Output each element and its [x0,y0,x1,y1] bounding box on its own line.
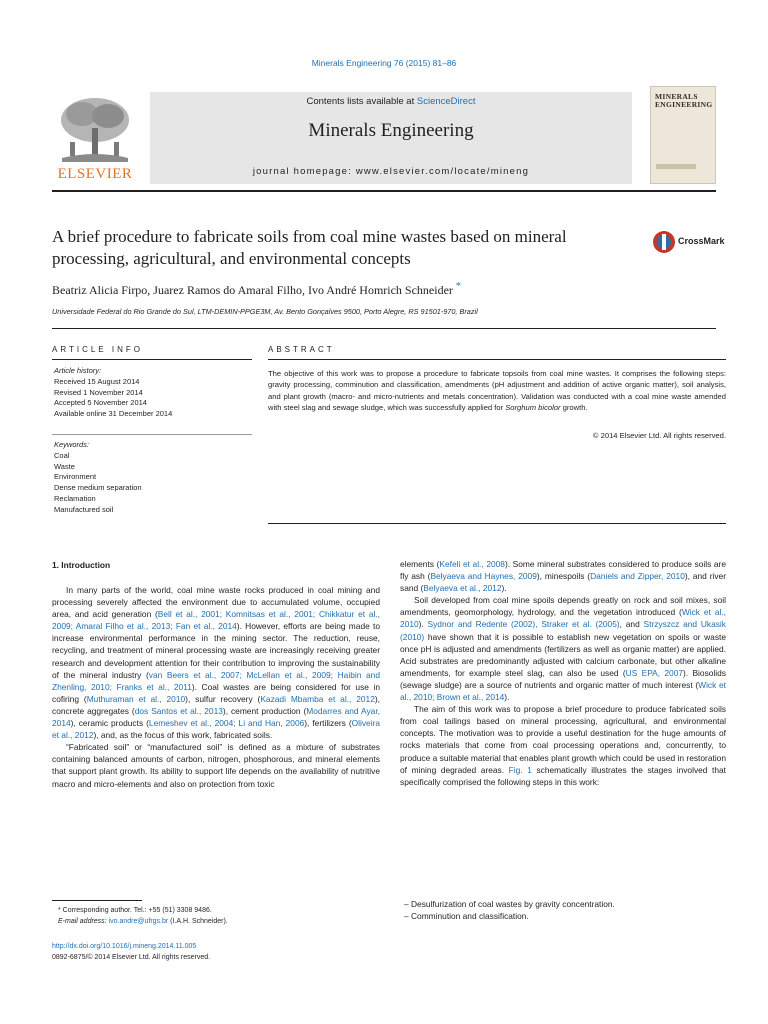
citation-link[interactable]: Bell et al., 2001; Komnitsas et al., 2001; Chikkatur et al., 2009; Amaral Filho et al., 2013; Fan et al., 2014 [52,609,380,632]
text: , and [619,619,644,630]
text: have shown that it is possible to establish new vegetation on spoils or waste once pH is adjusted and amendments (fertilizers as well as organic matter) are applied. Acid substrates are predominantly adjusted with calcium carbonate, but other alkaline amendments, for example steel slag, can also be used ( [400,631,726,678]
article-info-heading: ARTICLE INFO [52,345,143,354]
citation-link[interactable]: Sydnor and Redente (2002), Straker et al. (2005) [427,619,620,630]
paragraph [52,584,380,741]
citation-link[interactable]: van Beers et al., 2007; McLellan et al., 2009; Haibin and Zhenling, 2010; Franks et al., 2011 [52,669,380,692]
contents-prefix: Contents lists available at [306,96,417,107]
issn-line: 0892-6875/© 2014 Elsevier Ltd. All rights reserved. [52,953,211,961]
journal-cover-thumbnail[interactable] [650,86,716,184]
keyword-item: Reclamation [54,493,96,503]
text: ). Biosolids (sewage sludge) are a source of nutrients and organic matter of much interest ( [400,667,726,690]
citation-link[interactable]: Lemeshev et al., 2004; Li and Han, 2006 [148,718,305,729]
crossmark-badge[interactable] [652,230,724,254]
email-note [58,917,378,928]
crossmark-icon [652,230,676,254]
keyword-item: Coal [54,450,70,460]
text: ), and, as the focus of this work, fabricated soils. [93,730,273,741]
contents-available-line [150,96,632,107]
text: Soil developed from coal mine spoils depends greatly on rock and soil mixes, soil amendments, geomorphology, hydrology, and the vegetation introduced ( [400,595,726,618]
footnote [58,906,378,927]
article-title: A brief procedure to fabricate soils from coal mine wastes based on mineral processing, agricultural, and environmental concepts [52,227,567,268]
history-label: Article history: [54,366,102,375]
keyword-item: Dense medium separation [54,483,142,493]
citation-link[interactable]: Modarres and Ayar, 2014 [52,705,380,729]
email-label: E-mail address: [58,917,109,925]
citation-link[interactable]: Strzyszcz and Ukasik (2010) [400,619,726,642]
keyword-item: Manufactured soil [54,504,114,514]
corresponding-author-note [58,906,378,917]
paragraph [400,558,726,594]
citation-link[interactable]: Belyaeva and Haynes, 2009 [430,571,537,582]
abstract-copyright: © 2014 Elsevier Ltd. All rights reserved. [592,431,726,440]
right-column [400,558,726,788]
text: ). [418,619,428,630]
journal-reference[interactable]: Minerals Engineering 76 (2015) 81–86 [311,58,457,68]
keywords-label: Keywords: [54,440,90,449]
list-item: – Comminution and classification. [404,911,529,922]
text: ), sulfur recovery ( [185,693,261,704]
citation-link[interactable]: Daniels and Zipper, 2010 [590,571,685,582]
text: ), fertilizers ( [304,718,352,729]
keyword-item: Environment [54,472,97,482]
abstract-rule [268,359,726,360]
text: The aim of this work was to propose a brief procedure to produce fabricated soils from coal tailings based on mineral processing, agricultural, and environmental concepts. The motivation was to provide a useful destination for the huge amounts of rocks materials that come from coal processing operations and, concurrently, to produce a suitable material that enables plant growth which could be used in restoration of mining degraded areas. [400,704,726,775]
corresponding-author-mark[interactable]: * [455,281,461,292]
authors-text: Beatriz Alicia Firpo, Juarez Ramos do Amaral Filho, Ivo André Homrich Schneider [52,283,453,297]
text: ), minespoils ( [536,571,591,582]
keywords-list [54,440,250,516]
section-heading: 1. Introduction [52,560,111,570]
text: ). Coal wastes are being considered for use in cofiring ( [52,681,380,704]
figure-link[interactable]: Fig. 1 [508,764,532,775]
affiliation: Universidade Federal do Rio Grande do Sul, LTM-DEMIN-PPGE3M, Av. Bento Gonçalves 9500, Porto Alegre, RS 91501-970, Brazil [52,307,478,316]
cover-title: MINERALS ENGINEERING [655,92,713,109]
affiliation-rule [52,328,716,329]
text: elements ( [400,559,440,569]
text: ), concrete aggregates ( [52,693,380,716]
doi-link[interactable]: http://dx.doi.org/10.1016/j.mineng.2014.11.005 [52,943,197,950]
text: ), cement production ( [222,705,307,716]
left-column [52,584,380,790]
cover-decoration [656,164,696,169]
history-accepted: Accepted 5 November 2014 [54,398,147,408]
elsevier-wordmark: ELSEVIER [57,166,133,182]
abstract-text [268,368,726,413]
abstract-bottom-rule [268,523,726,524]
journal-name: Minerals Engineering [308,120,474,141]
text: (I.A.H. Schneider). [168,917,228,925]
paragraph: “Fabricated soil” or “manufactured soil” is defined as a mixture of substrates containing balanced amounts of carbon, nitrogen, phosphorous, and mineral elements that support plant growth. Its ability to support life depends on the availability of nutritive macro and micro-elements and also on protection from toxic [52,742,380,789]
citation-link[interactable]: Muthuraman et al., 2010 [86,693,186,704]
keyword-item: Waste [54,461,75,471]
text: ). However, efforts are being made to increase environmental performance in the mining sector. The reduction, reuse, recycling, and treatment of mineral processing waste are increasingly receiving greater research and development attention for their contribution to improving the sustainability of the mineral industry ( [52,621,380,680]
paragraph [400,703,726,788]
homepage-prefix: journal homepage: [252,166,356,177]
sciencedirect-link[interactable]: ScienceDirect [416,96,476,107]
abstract-species: Sorghum bicolor [505,402,561,412]
keywords-rule [52,434,252,435]
steps-list [400,898,726,922]
history-online: Available online 31 December 2014 [54,409,173,419]
citation-link[interactable]: Oliveira et al., 2012 [52,718,381,741]
journal-homepage-line [150,166,632,177]
text: Corresponding author. Tel.: +55 (51) 3308 9486. [60,907,212,914]
homepage-url[interactable]: www.elsevier.com/locate/mineng [355,166,530,177]
header-rule [52,190,716,192]
citation-link[interactable]: Kazadi Mbamba et al., 2012 [260,693,375,704]
article-info-rule [52,359,252,360]
email-link[interactable]: ivo.andre@ufrgs.br [108,917,169,925]
footnote-rule [52,900,142,901]
text: ), ceramic products ( [70,718,149,729]
text: schematically illustrates the stages involved that specifically comprised the following steps in this work: [400,764,726,787]
citation-link[interactable]: Wick et al., 2010; Brown et al., 2014 [400,679,726,703]
history-received: Received 15 August 2014 [54,376,140,386]
citation-link[interactable]: US EPA, 2007 [625,667,684,678]
crossmark-label: CrossMark [678,236,725,246]
abstract-heading: ABSTRACT [268,345,335,354]
article-history [54,366,250,420]
author-list [52,281,716,298]
text: In many parts of the world, coal mine waste rocks produced in coal mining and processing severely affected the environment due to accumulated volume, occupied area, and acid generation ( [52,585,380,620]
abstract-part: The objective of this work was to propose a procedure to fabricate topsoils from coal mine wastes. It comprises the following steps: gravity processing, comminution and classification, amendments (pH adjustment and addition of active organic matter), soil analysis, and plant growth (macro- and micro-nutrients and metals concentration). Validation was conducted with a coal mine waste amended with steel slag and sewage sludge, which was successfully applied for [268,369,726,412]
abstract-part: growth. [560,402,588,412]
footnote-mark: * [58,907,61,914]
text: ). [501,583,507,594]
citation-link[interactable]: Wick et al., 2010 [400,607,726,630]
doi-block [52,942,372,963]
citation-link[interactable]: Belyaeva et al., 2012 [423,583,502,594]
text: ). Some mineral substrates considered to produce soils are fly ash ( [400,559,726,582]
list-item: – Desulfurization of coal wastes by gravity concentration. [404,899,615,909]
text: ). [504,692,510,703]
history-revised: Revised 1 November 2014 [54,387,143,397]
citation-link[interactable]: Kefeli et al., 2008 [439,559,505,569]
text: ), and river sand ( [400,571,727,594]
citation-link[interactable]: dos Santos et al., 2013 [134,705,223,716]
paragraph [400,594,726,703]
